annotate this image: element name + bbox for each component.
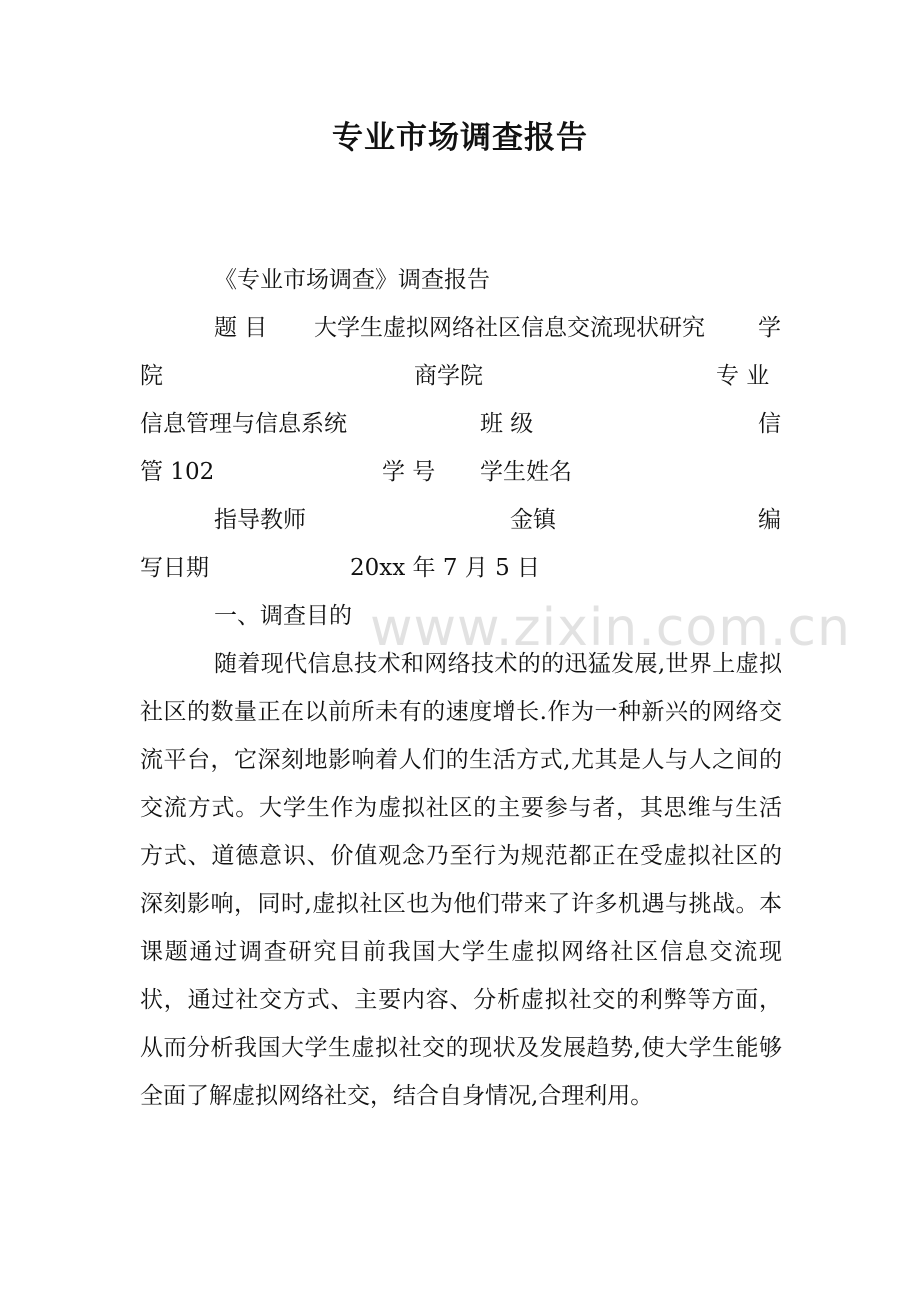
document-title: 专业市场调查报告: [332, 120, 588, 156]
advisor-label: 指导教师: [214, 507, 306, 533]
advisor-row: [140, 496, 782, 544]
report-subtitle: 《专业市场调查》调查报告: [214, 267, 490, 293]
student-name-label: 学生姓名: [480, 459, 572, 485]
major-row: [140, 400, 782, 448]
college-row: [140, 352, 782, 400]
topic-value: 大学生虚拟网络社区信息交流现状研究: [314, 315, 705, 341]
document-body: [140, 256, 782, 1170]
advisor-value: 金镇: [510, 507, 556, 533]
date-label-part2: 写日期: [140, 555, 209, 581]
date-row: [140, 544, 782, 592]
student-row: [140, 448, 782, 496]
major-value: 信息管理与信息系统: [140, 411, 347, 437]
college-label-part2: 院: [140, 363, 163, 389]
student-id-label: 学 号: [382, 459, 436, 485]
purpose-paragraph: 随着现代信息技术和网络技术的的迅猛发展,世界上虚拟社区的数量正在以前所未有的速度增长.作为一种新兴的网络交流平台，它深刻地影响着人们的生活方式,尤其是人与人之间的交流方式。大学生作为虚拟社区的主要参与者，其思维与生活方式、道德意识、价值观念乃至行为规范都正在受虚拟社区的深刻影响，同时,虚拟社区也为他们带来了许多机遇与挑战。本课题通过调查研究目前我国大学生虚拟网络社区信息交流现状，通过社交方式、主要内容、分析虚拟社交的利弊等方面，从而分析我国大学生虚拟社交的现状及发展趋势,使大学生能够全面了解虚拟网络社交，结合自身情况,合理利用。: [140, 651, 782, 1109]
class-value-part1: 信: [758, 411, 781, 437]
date-value: 20xx 年 7 月 5 日: [350, 555, 541, 581]
class-label: 班 级: [480, 411, 534, 437]
college-label-part1: 学: [758, 315, 781, 341]
major-label: 专 业: [716, 363, 770, 389]
class-value-part2: 管 102: [140, 459, 215, 485]
section-heading: 一、调查目的: [214, 603, 352, 629]
date-label-part1: 编: [758, 507, 781, 533]
watermark: www.zixin.com.cn: [370, 598, 851, 658]
topic-label: 题 目: [214, 315, 268, 341]
college-value: 商学院: [414, 363, 483, 389]
topic-row: [140, 304, 782, 352]
